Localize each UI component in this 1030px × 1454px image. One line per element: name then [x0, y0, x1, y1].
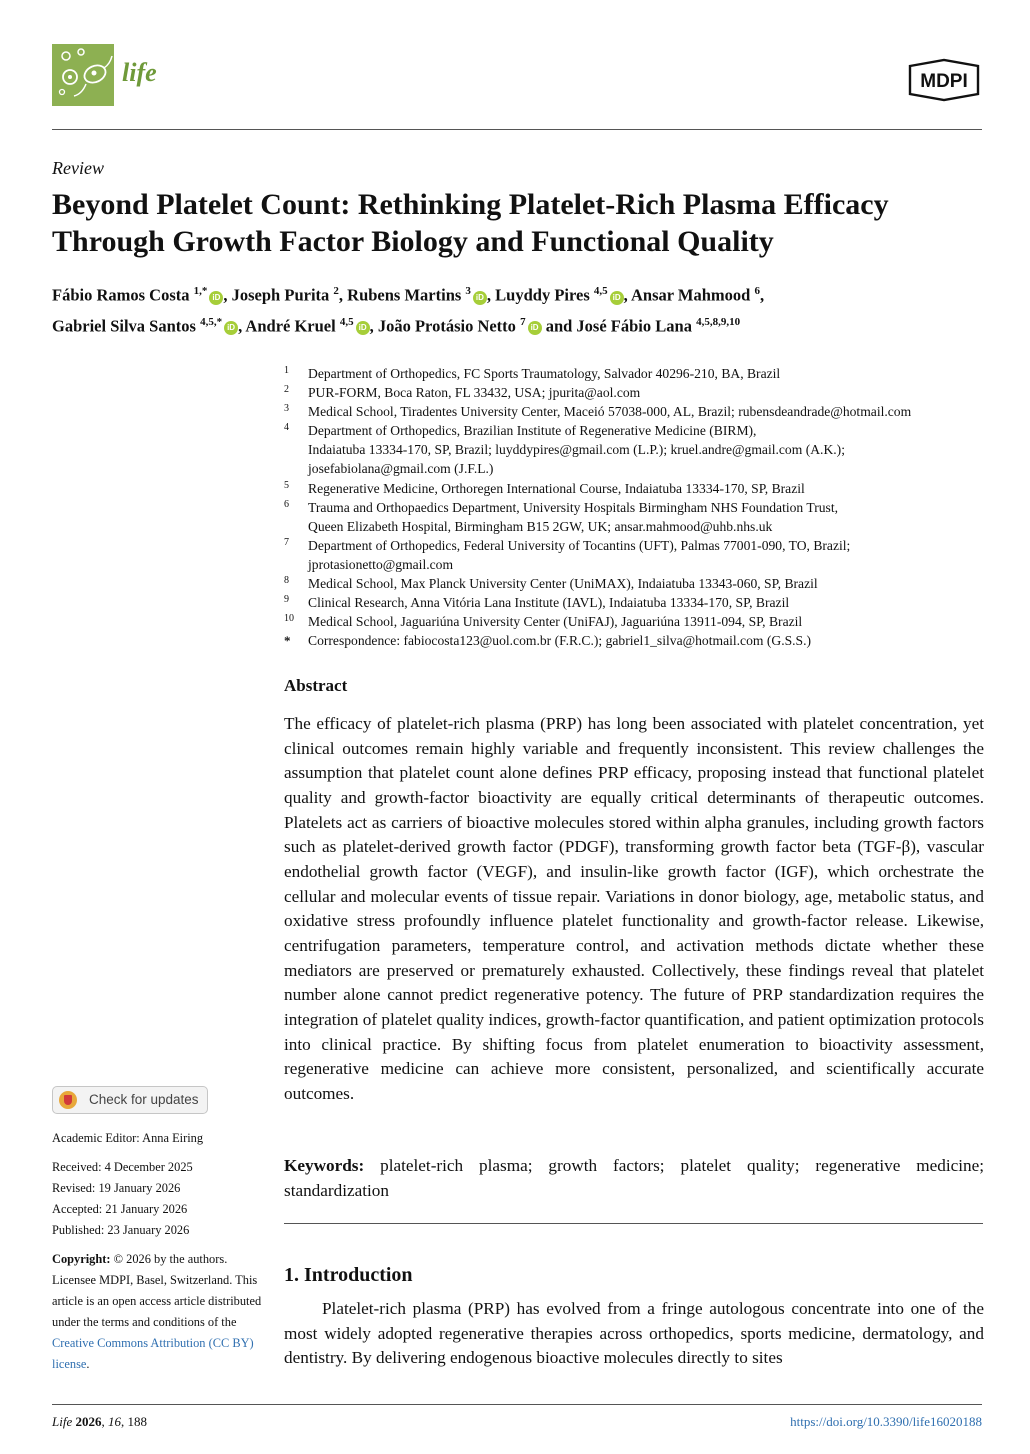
doi-link[interactable]: https://doi.org/10.3390/life16020188 — [790, 1414, 982, 1429]
affiliation-item — [284, 479, 994, 498]
affiliation-number: 10 — [284, 613, 294, 625]
keywords-label: Keywords: — [284, 1156, 365, 1175]
affiliation-line: PUR-FORM, Boca Raton, FL 33432, USA; jpurita@aol.com — [308, 385, 641, 401]
affiliation-line: Department of Orthopedics, FC Sports Traumatology, Salvador 40296-210, BA, Brazil — [308, 366, 781, 381]
affiliation-line: Indaiatuba 13334-170, SP, Brazil; luyddypires@gmail.com (L.P.); kruel.andre@gmail.com (A.K.); — [308, 442, 845, 458]
affiliation-line: Department of Orthopedics, Brazilian Institute of Regenerative Medicine (BIRM), — [308, 423, 757, 439]
affiliation-line: Correspondence: fabiocosta123@uol.com.br (F.R.C.); gabriel1_silva@hotmail.com (G.S.S.) — [308, 633, 812, 649]
author-separator: , — [623, 285, 628, 305]
affiliation-number: * — [284, 633, 291, 649]
author-name: Fábio Ramos Costa — [52, 285, 190, 305]
affiliation-number: 7 — [284, 536, 289, 548]
affiliation-item — [284, 364, 994, 383]
abstract-heading: Abstract — [284, 676, 348, 695]
cell-illustration-icon — [52, 44, 114, 106]
copyright-text: © 2026 by the authors. Licensee MDPI, Basel, Switzerland. This article is an open access article distributed under the terms and conditions of the — [52, 1252, 262, 1329]
published-date: Published: 23 January 2026 — [52, 1223, 190, 1237]
author-name: José Fábio Lana — [576, 316, 692, 335]
affiliation-number: 6 — [284, 498, 289, 510]
affiliation-line: Medical School, Max Planck University Center (UniMAX), Indaiatuba 13343-060, SP, Brazil — [308, 576, 818, 592]
author-list — [52, 278, 982, 339]
affiliation-item — [284, 612, 994, 631]
received-date: Received: 4 December 2025 — [52, 1160, 193, 1174]
affiliation-item — [284, 383, 994, 402]
affiliation-item — [284, 593, 994, 612]
license-link[interactable]: Creative Commons Attribution (CC BY) license — [52, 1336, 254, 1371]
affiliation-number: 2 — [284, 384, 289, 396]
life-journal-logo — [52, 44, 114, 106]
author-affiliation-marker: 4,5,8,9,10 — [696, 315, 741, 328]
orcid-icon[interactable]: iD — [224, 321, 238, 335]
author-affiliation-marker: 3 — [465, 285, 471, 297]
check-for-updates-label: Check for updates — [89, 1092, 199, 1107]
affiliation-item — [284, 574, 994, 593]
mdpi-logo — [906, 58, 982, 102]
orcid-icon[interactable]: iD — [473, 291, 487, 305]
author-separator: , — [238, 316, 243, 335]
author-name: Ansar Mahmood — [630, 285, 751, 305]
footer-volume: 16 — [107, 1414, 121, 1429]
affiliation-number: 3 — [284, 403, 289, 415]
footer-year: 2026 — [75, 1414, 102, 1429]
affiliation-item — [284, 498, 994, 536]
crossmark-icon — [59, 1091, 77, 1109]
author-affiliation-marker: 4,5,* — [200, 315, 223, 328]
abstract-text: The efficacy of platelet-rich plasma (PRP) has long been associated with platelet concentration, yet clinical outcomes remain highly variable and frequently inconsistent. This review challenges the assumption that platelet count alone defines PRP efficacy, proposing instead that functional platelet quality and growth-factor bioactivity are equally critical determinants of therapeutic outcomes. Platelets act as carriers of bioactive molecules stored within alpha granules, including growth factors such as platelet-derived growth factor (PDGF), transforming growth factor beta (TGF-β), vascular endothelial growth factor (VEGF), and insulin-like growth factor (IGF), which orchestrate the cellular and molecular events of tissue repair. Variations in donor biology, age, metabolic status, and oxidative stress profoundly influence platelet functionality and growth-factor release. Likewise, centrifugation parameters, temperature control, and activation methods dictate whether these mediators are preserved or prematurely exhausted. Collectively, these findings reveal that platelet number alone cannot predict regenerative potency. The future of PRP standardization requires the integration of platelet quality indices, growth-factor quantification, and patient optimization protocols into clinical practice. By shifting focus from platelet enumeration to bioactivity assessment, regenerative medicine can achieve more consistent, personalized, and scientifically accurate outcomes. — [284, 714, 984, 1103]
academic-editor: Academic Editor: Anna Eiring — [52, 1131, 204, 1145]
author-affiliation-marker: 4,5 — [339, 315, 354, 328]
author-separator: , — [486, 285, 492, 305]
affiliation-line: Trauma and Orthopaedics Department, University Hospitals Birmingham NHS Foundation Trust, — [308, 499, 838, 515]
affiliation-line: Department of Orthopedics, Federal University of Tocantins (UFT), Palmas 77001-090, TO, Brazil; — [308, 537, 851, 553]
affiliation-number: 1 — [284, 365, 289, 376]
affiliation-number: 9 — [284, 594, 289, 606]
affiliation-item — [284, 421, 994, 478]
mdpi-logo-text: MDPI — [920, 71, 968, 92]
affiliation-item — [284, 631, 994, 650]
keywords-divider — [284, 1223, 983, 1224]
check-for-updates-button[interactable] — [52, 1086, 208, 1114]
affiliation-item — [284, 402, 994, 421]
affiliation-line: Medical School, Tiradentes University Center, Maceió 57038-000, AL, Brazil; rubensdeandrade@hotmail.com — [308, 404, 912, 420]
orcid-icon[interactable]: iD — [528, 321, 542, 335]
header-divider — [52, 129, 982, 130]
author-separator: , — [759, 285, 765, 305]
keywords-text: platelet-rich plasma; growth factors; platelet quality; regenerative medicine; standardization — [284, 1156, 985, 1200]
footer-article-number: 188 — [127, 1414, 147, 1429]
affiliation-line: jprotasionetto@gmail.com — [308, 556, 454, 572]
orcid-icon[interactable]: iD — [356, 321, 370, 335]
journal-name: life — [122, 58, 157, 87]
footer-divider — [52, 1404, 982, 1405]
section-heading-introduction: 1. Introduction — [284, 1264, 413, 1286]
orcid-icon[interactable]: iD — [209, 291, 223, 305]
author-name: Joseph Purita — [231, 285, 330, 305]
footer-journal: Life — [52, 1414, 73, 1429]
revised-date: Revised: 19 January 2026 — [52, 1181, 181, 1195]
affiliation-line: josefabiolana@gmail.com (J.F.L.) — [308, 461, 494, 477]
author-separator: , — [223, 285, 228, 305]
affiliation-number: 4 — [284, 422, 289, 434]
author-name: Gabriel Silva Santos — [52, 316, 196, 335]
author-affiliation-marker: 2 — [333, 285, 339, 297]
affiliation-line: Regenerative Medicine, Orthoregen International Course, Indaiatuba 13334-170, SP, Brazil — [308, 480, 805, 496]
citation-footer: Life 2026, 16, 188 — [52, 1414, 147, 1429]
author-name: Rubens Martins — [347, 285, 462, 305]
accepted-date: Accepted: 21 January 2026 — [52, 1202, 188, 1216]
affiliations-list — [284, 364, 994, 650]
copyright-notice — [52, 1249, 267, 1375]
affiliation-item — [284, 536, 994, 574]
author-separator: and — [541, 316, 573, 335]
author-name: Luyddy Pires — [495, 285, 590, 305]
affiliation-number: 8 — [284, 575, 289, 587]
affiliation-number: 5 — [284, 479, 289, 491]
copyright-end: . — [86, 1357, 90, 1371]
author-name: João Protásio Netto — [377, 316, 516, 335]
copyright-label: Copyright: — [52, 1252, 111, 1266]
article-metadata-sidebar — [52, 1128, 267, 1375]
author-separator: , — [338, 285, 344, 305]
orcid-icon[interactable]: iD — [610, 291, 624, 305]
author-affiliation-marker: 1,* — [193, 285, 208, 297]
author-separator: , — [369, 316, 374, 335]
article-type: Review — [52, 158, 104, 178]
author-affiliation-marker: 6 — [754, 285, 760, 297]
keywords — [284, 1154, 984, 1203]
author-name: André Kruel — [245, 316, 336, 335]
author-affiliation-marker: 7 — [520, 315, 526, 328]
introduction-text: Platelet-rich plasma (PRP) has evolved from a fringe autologous concentrate into one of the most widely adopted regenerative therapies across orthopedics, sports medicine, dermatology, and dentistry. By delivering endogenous bioactive molecules directly to sites — [284, 1299, 984, 1368]
affiliation-line: Clinical Research, Anna Vitória Lana Institute (IAVL), Indaiatuba 13334-170, SP, Brazil — [308, 595, 790, 611]
article-title: Beyond Platelet Count: Rethinking Platelet-Rich Plasma Efficacy Through Growth Factor Biology and Functional Quality — [52, 188, 889, 258]
affiliation-line: Medical School, Jaguariúna University Center (UniFAJ), Jaguariúna 13911-094, SP, Brazil — [308, 614, 803, 630]
author-affiliation-marker: 4,5 — [593, 285, 608, 297]
affiliation-line: Queen Elizabeth Hospital, Birmingham B15 2GW, UK; ansar.mahmood@uhb.nhs.uk — [308, 518, 773, 534]
